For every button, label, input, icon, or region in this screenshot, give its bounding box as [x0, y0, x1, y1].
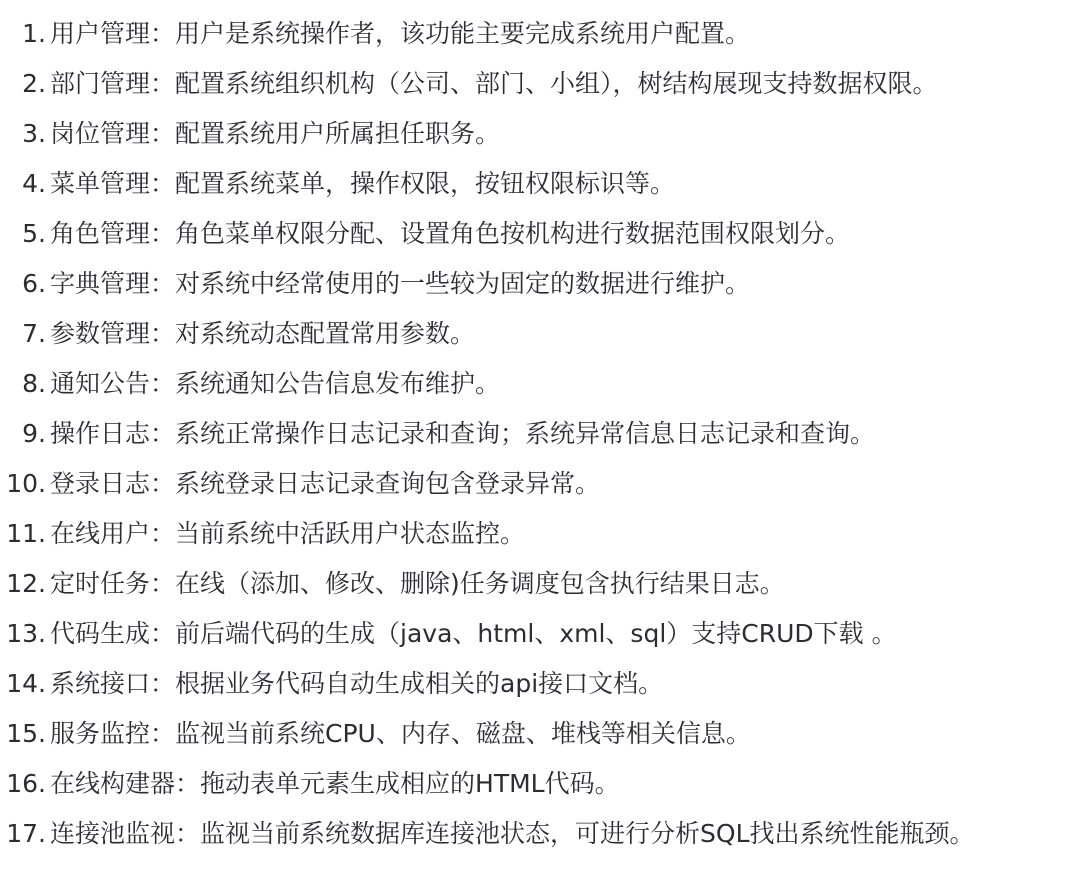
item-title: 通知公告：	[50, 369, 176, 398]
item-title: 代码生成：	[50, 619, 176, 648]
list-item	[0, 559, 1080, 609]
item-description: 前后端代码的生成（java、html、xml、sql）支持CRUD下载 。	[175, 619, 897, 648]
item-title: 部门管理：	[50, 69, 176, 98]
item-number: 12.	[6, 569, 46, 598]
item-title: 参数管理：	[50, 319, 176, 348]
item-number: 8.	[22, 369, 46, 398]
item-number: 14.	[6, 669, 46, 698]
item-number: 3.	[22, 119, 46, 148]
list-item	[0, 309, 1080, 359]
list-item	[0, 409, 1080, 459]
item-number: 9.	[22, 419, 46, 448]
list-item	[0, 59, 1080, 109]
item-title: 用户管理：	[50, 19, 176, 48]
item-number: 10.	[6, 469, 46, 498]
item-description: 配置系统用户所属担任职务。	[175, 119, 501, 148]
item-number: 16.	[6, 769, 46, 798]
item-description: 监视当前系统CPU、内存、磁盘、堆栈等相关信息。	[175, 719, 751, 748]
item-title: 在线用户：	[50, 519, 176, 548]
item-title: 定时任务：	[50, 569, 176, 598]
item-description: 拖动表单元素生成相应的HTML代码。	[200, 769, 620, 798]
item-description: 对系统动态配置常用参数。	[175, 319, 476, 348]
item-description: 系统通知公告信息发布维护。	[175, 369, 501, 398]
item-number: 6.	[22, 269, 46, 298]
item-number: 13.	[6, 619, 46, 648]
list-item	[0, 809, 1080, 859]
item-title: 系统接口：	[50, 669, 176, 698]
item-title: 字典管理：	[50, 269, 176, 298]
item-number: 1.	[22, 19, 46, 48]
list-item	[0, 659, 1080, 709]
list-item	[0, 259, 1080, 309]
item-title: 连接池监视：	[50, 819, 201, 848]
item-title: 菜单管理：	[50, 169, 176, 198]
list-item	[0, 459, 1080, 509]
item-title: 服务监控：	[50, 719, 176, 748]
item-title: 角色管理：	[50, 219, 176, 248]
item-title: 操作日志：	[50, 419, 176, 448]
item-number: 4.	[22, 169, 46, 198]
item-number: 17.	[6, 819, 46, 848]
list-item	[0, 209, 1080, 259]
item-description: 配置系统组织机构（公司、部门、小组），树结构展现支持数据权限。	[175, 69, 938, 98]
item-number: 15.	[6, 719, 46, 748]
item-number: 5.	[22, 219, 46, 248]
item-description: 当前系统中活跃用户状态监控。	[175, 519, 526, 548]
item-description: 根据业务代码自动生成相关的api接口文档。	[175, 669, 664, 698]
item-description: 在线（添加、修改、删除)任务调度包含执行结果日志。	[175, 569, 785, 598]
item-description: 系统登录日志记录查询包含登录异常。	[175, 469, 601, 498]
item-description: 配置系统菜单，操作权限，按钮权限标识等。	[175, 169, 676, 198]
item-title: 登录日志：	[50, 469, 176, 498]
item-description: 监视当前系统数据库连接池状态，可进行分析SQL找出系统性能瓶颈。	[200, 819, 975, 848]
list-item	[0, 9, 1080, 59]
item-description: 对系统中经常使用的一些较为固定的数据进行维护。	[175, 269, 751, 298]
item-number: 11.	[6, 519, 46, 548]
list-item	[0, 709, 1080, 759]
feature-list	[0, 9, 1080, 859]
item-title: 岗位管理：	[50, 119, 176, 148]
item-number: 7.	[22, 319, 46, 348]
list-item	[0, 109, 1080, 159]
list-item	[0, 159, 1080, 209]
list-item	[0, 759, 1080, 809]
item-description: 用户是系统操作者，该功能主要完成系统用户配置。	[175, 19, 751, 48]
list-item	[0, 509, 1080, 559]
item-number: 2.	[22, 69, 46, 98]
item-title: 在线构建器：	[50, 769, 201, 798]
list-item	[0, 609, 1080, 659]
item-description: 系统正常操作日志记录和查询；系统异常信息日志记录和查询。	[175, 419, 876, 448]
item-description: 角色菜单权限分配、设置角色按机构进行数据范围权限划分。	[175, 219, 851, 248]
list-item	[0, 359, 1080, 409]
